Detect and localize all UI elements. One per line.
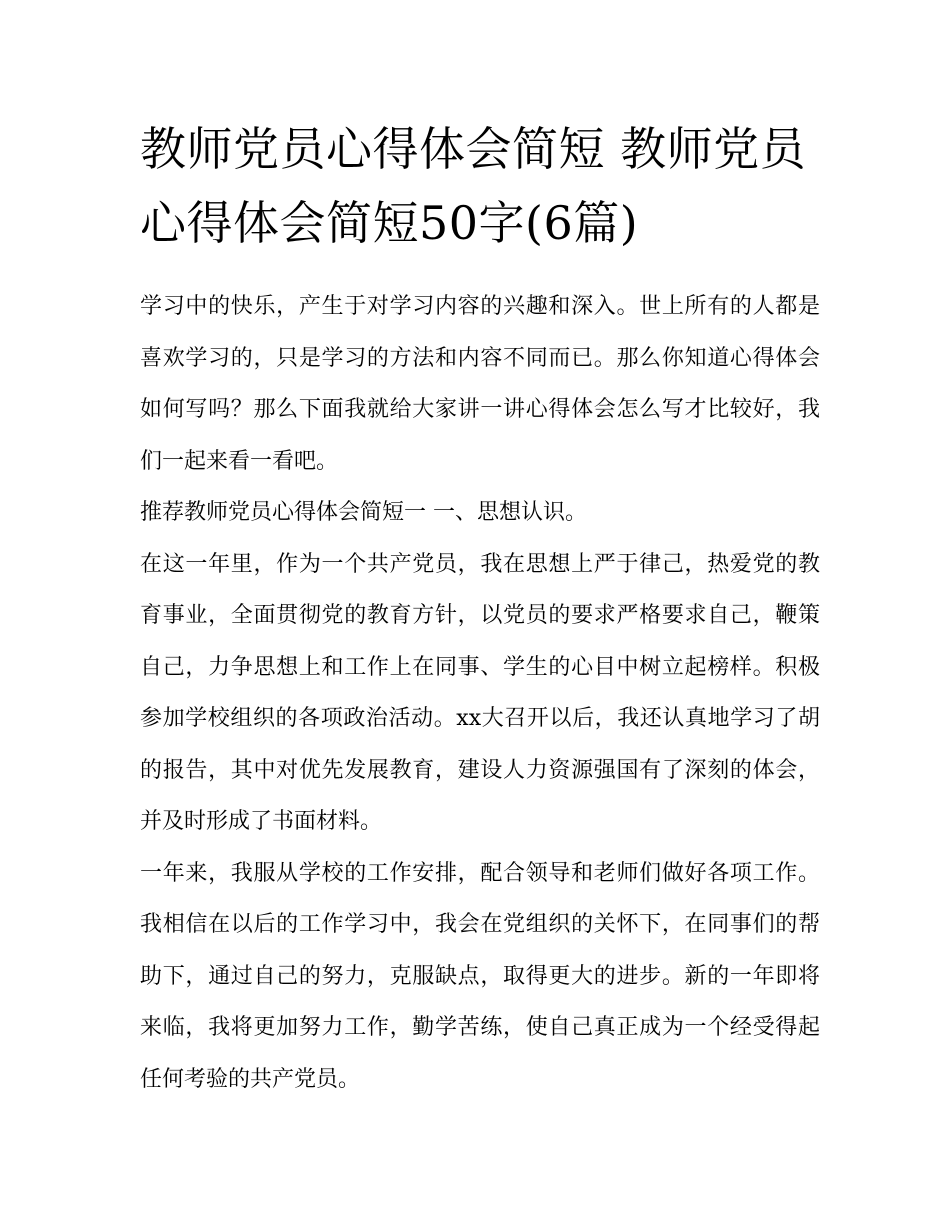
document-title: 教师党员心得体会简短 教师党员心得体会简短50字(6篇) <box>140 122 807 250</box>
intro-paragraph: 学习中的快乐，产生于对学习内容的兴趣和深入。世上所有的人都是喜欢学习的，只是学习的方法和内容不同而已。那么你知道心得体会如何写吗？那么下面我就给大家讲一讲心得体会怎么写才比较好，我们一起来看一看吧。 <box>140 294 820 474</box>
document-body <box>140 281 820 1105</box>
section-heading: 推荐教师党员心得体会简短一 一、思想认识。 <box>140 500 587 525</box>
body-paragraph: 一年来，我服从学校的工作安排，配合领导和老师们做好各项工作。我相信在以后的工作学习中，我会在党组织的关怀下，在同事们的帮助下，通过自己的努力，克服缺点，取得更大的进步。新的一年即将来临，我将更加努力工作，勤学苦练，使自己真正成为一个经受得起任何考验的共产党员。 <box>140 860 820 1092</box>
body-paragraph: 在这一年里，作为一个共产党员，我在思想上严于律己，热爱党的教育事业，全面贯彻党的教育方针，以党员的要求严格要求自己，鞭策自己，力争思想上和工作上在同事、学生的心目中树立起榜样。积极参加学校组织的各项政治活动。xx大召开以后，我还认真地学习了胡的报告，其中对优先发展教育，建设人力资源强国有了深刻的体会，并及时形成了书面材料。 <box>140 551 820 834</box>
